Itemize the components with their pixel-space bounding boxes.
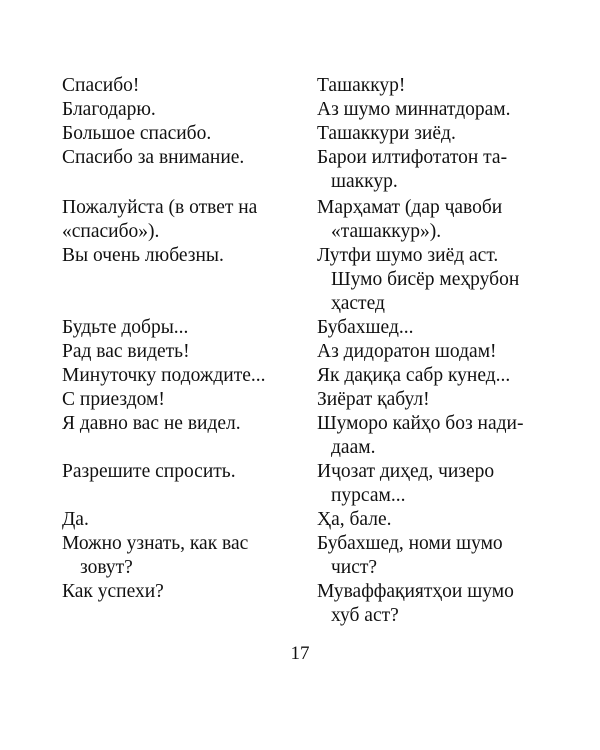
- tj-phrase-big-thanks: Ташаккури зиёд.: [317, 123, 456, 144]
- ru-phrase-please: Пожалуйста (в ответ на: [62, 197, 258, 218]
- ru-phrase-how-success: Как успехи?: [62, 581, 164, 602]
- tj-phrase-thanks: Ташаккур!: [317, 75, 406, 96]
- ru-phrase-long-time: Я давно вас не видел.: [62, 413, 241, 434]
- page-number: 17: [290, 643, 310, 664]
- tj-phrase-please: Марҳамат (дар ҷавоби: [317, 197, 503, 218]
- tj-phrase-long-time-cont: даам.: [331, 437, 376, 458]
- ru-phrase-be-kind: Будьте добры...: [62, 317, 189, 338]
- tj-phrase-very-kind-cont: Шумо бисёр меҳрубон: [331, 269, 520, 290]
- ru-phrase-thanks-attention: Спасибо за внимание.: [62, 147, 245, 168]
- tj-phrase-grateful: Аз шумо миннатдорам.: [317, 99, 511, 120]
- ru-phrase-glad-see: Рад вас видеть!: [62, 341, 190, 362]
- tj-phrase-yes: Ҳа, бале.: [317, 509, 392, 530]
- tj-phrase-very-kind-cont2: ҳастед: [331, 293, 385, 314]
- tj-phrase-thanks-attention-cont: шаккур.: [331, 171, 398, 192]
- ru-phrase-big-thanks: Большое спасибо.: [62, 123, 212, 144]
- tj-phrase-how-success: Муваффақиятҳои шумо: [317, 581, 514, 602]
- tj-phrase-how-success-cont: хуб аст?: [331, 605, 399, 626]
- tj-phrase-long-time: Шуморо кайҳо боз нади-: [317, 413, 524, 434]
- tj-phrase-name-question: Бубахшед, номи шумо: [317, 533, 503, 554]
- tj-phrase-be-kind: Бубахшед...: [317, 317, 414, 338]
- ru-phrase-name-question: Можно узнать, как вас: [62, 533, 249, 554]
- tj-phrase-please-cont: «ташаккур»).: [331, 221, 442, 242]
- ru-phrase-may-ask: Разрешите спросить.: [62, 461, 236, 482]
- tj-phrase-very-kind: Лутфи шумо зиёд аст.: [317, 245, 499, 266]
- tj-phrase-glad-see: Аз дидоратон шодам!: [317, 341, 497, 362]
- ru-phrase-please-cont: «спасибо»).: [62, 221, 160, 242]
- tj-phrase-name-question-cont: чист?: [331, 557, 378, 578]
- ru-phrase-thanks: Спасибо!: [62, 75, 140, 96]
- ru-phrase-name-question-cont: зовут?: [80, 557, 133, 578]
- ru-phrase-yes: Да.: [62, 509, 89, 530]
- tj-phrase-welcome: Зиёрат қабул!: [317, 389, 430, 410]
- ru-phrase-very-kind: Вы очень любезны.: [62, 245, 224, 266]
- ru-phrase-wait-minute: Минуточку подождите...: [62, 365, 266, 386]
- tj-phrase-may-ask: Иҷозат диҳед, чизеро: [317, 461, 495, 482]
- ru-phrase-welcome: С приездом!: [62, 389, 165, 410]
- ru-phrase-grateful: Благодарю.: [62, 99, 156, 120]
- tj-phrase-thanks-attention: Барои илтифотатон та-: [317, 147, 508, 168]
- tj-phrase-may-ask-cont: пурсам...: [331, 485, 406, 506]
- tj-phrase-wait-minute: Як дақиқа сабр кунед...: [317, 365, 511, 386]
